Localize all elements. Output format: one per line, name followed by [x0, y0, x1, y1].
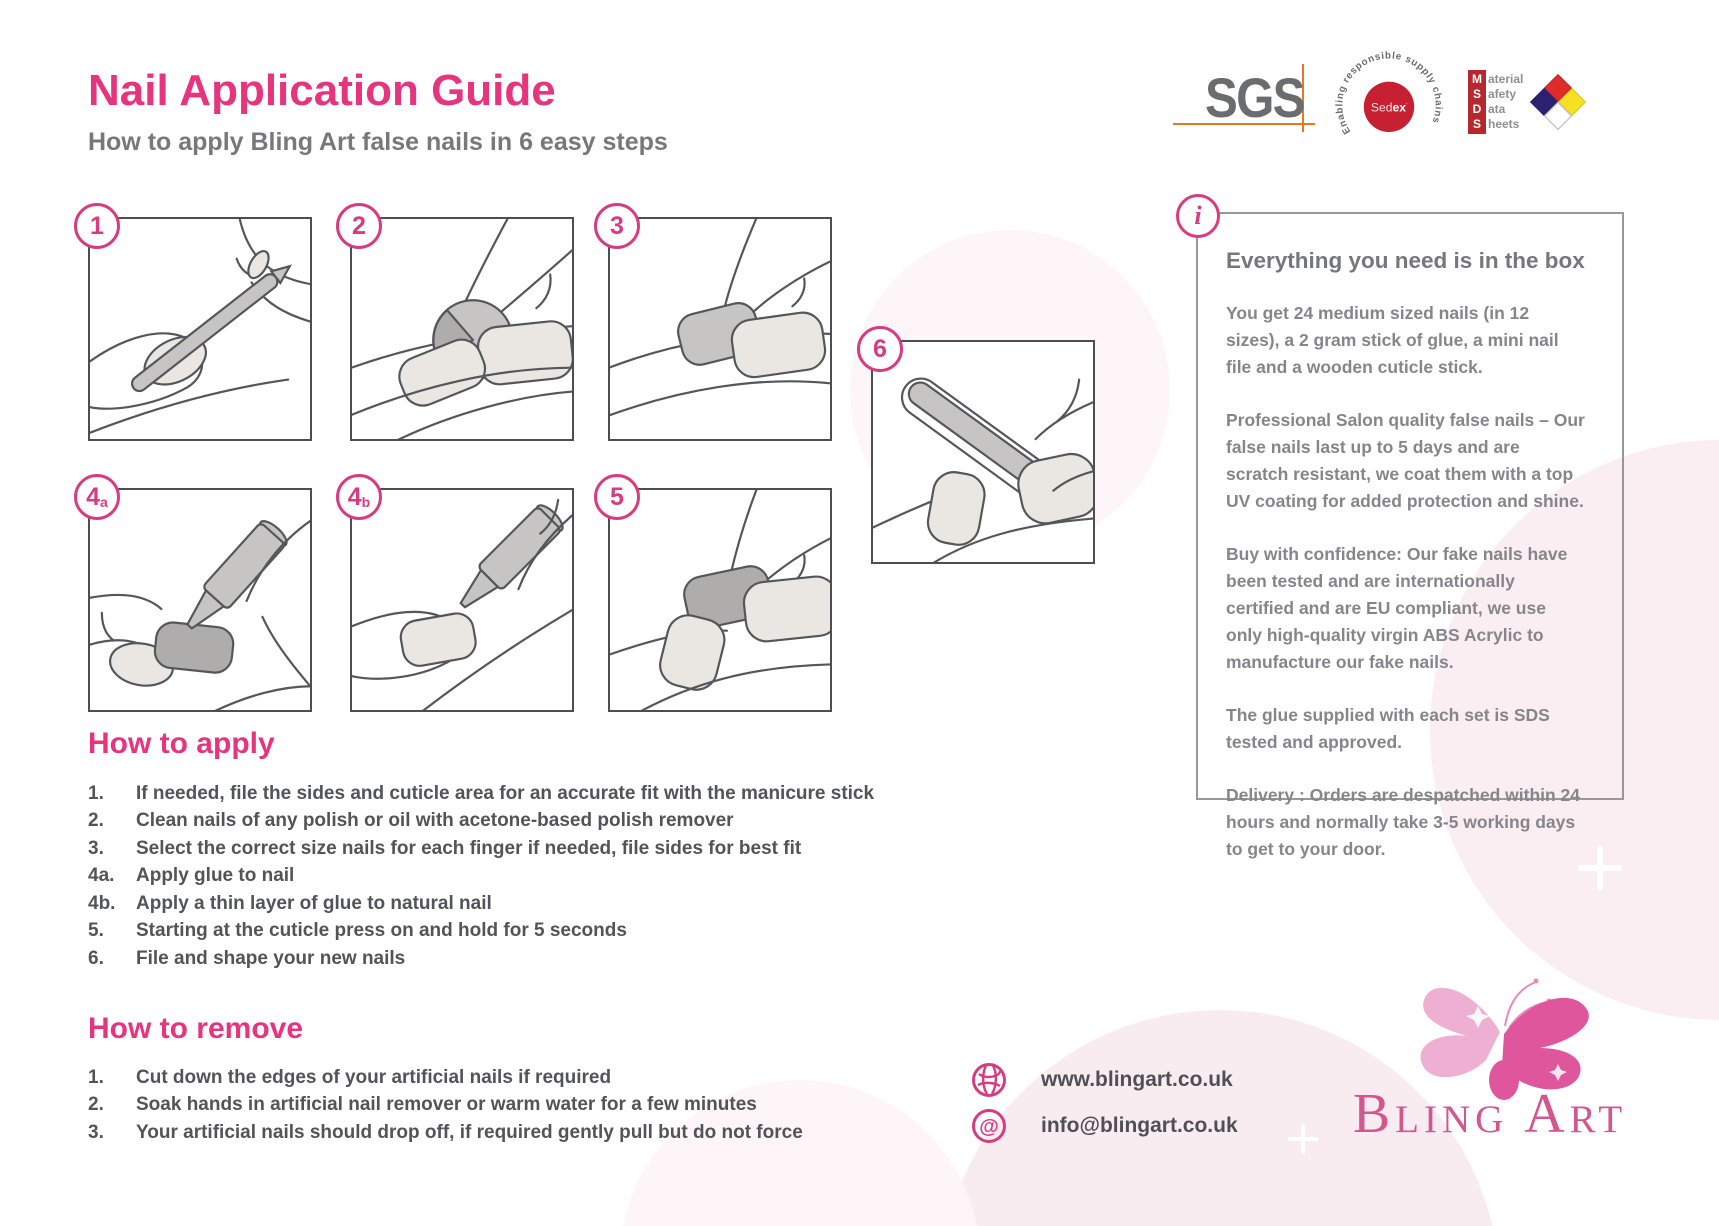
- step-6-badge: [857, 326, 903, 372]
- step-letter: b: [361, 494, 371, 510]
- page-subtitle: How to apply Bling Art false nails in 6 easy steps: [88, 128, 668, 156]
- step-4a-illustration: [90, 490, 310, 710]
- step-number: 3: [610, 211, 624, 240]
- step-1-illustration: [90, 219, 310, 439]
- step-3-illustration: [610, 219, 830, 439]
- step-1-badge: [74, 203, 120, 249]
- step-box-4a: [86, 482, 312, 712]
- website-row: [971, 1062, 1233, 1098]
- sedex-logo: [1333, 49, 1445, 161]
- globe-icon: [971, 1062, 1007, 1098]
- apply-item: [88, 863, 874, 891]
- step-box-3: [608, 211, 832, 441]
- msds-letter: S: [1472, 87, 1481, 101]
- step-4b-badge: [336, 474, 382, 520]
- item-text: Select the correct size nails for each finger if needed, file sides for best fit: [136, 837, 802, 859]
- info-icon-glyph: i: [1194, 201, 1202, 230]
- info-icon: [1176, 194, 1220, 238]
- step-box-2: [350, 211, 574, 441]
- email-at-icon: [971, 1108, 1007, 1144]
- item-text: File and shape your new nails: [136, 947, 406, 969]
- msds-letter: D: [1472, 102, 1482, 116]
- item-number: 2.: [88, 1094, 104, 1116]
- remove-item: [88, 1092, 803, 1120]
- item-number: 4b.: [88, 892, 116, 914]
- sgs-logo: [1205, 66, 1317, 129]
- msds-words: [1488, 70, 1523, 134]
- msds-word: aterial: [1488, 72, 1524, 86]
- apply-item: [88, 890, 874, 918]
- item-number: 3.: [88, 837, 104, 859]
- msds-letter-bar: [1468, 70, 1486, 134]
- step-number: 4: [347, 482, 362, 511]
- how-to-remove-heading: How to remove: [88, 1012, 304, 1045]
- step-number: 5: [610, 482, 624, 511]
- step-box-6: [871, 334, 1095, 564]
- apply-item: [88, 945, 874, 973]
- item-number: 5.: [88, 920, 104, 942]
- apply-list: [88, 780, 874, 973]
- svg-text:@: @: [979, 1116, 999, 1138]
- msds-word: heets: [1488, 117, 1520, 131]
- step-box-5: [608, 482, 832, 712]
- msds-logo: [1468, 70, 1523, 134]
- info-paragraph: Professional Salon quality false nails – Our false nails last up to 5 days and are scratch resistant, we coat them with a top UV coating for added protection and shine.: [1226, 410, 1585, 511]
- item-text: Soak hands in artificial nail remover or warm water for a few minutes: [136, 1094, 757, 1116]
- page-title: Nail Application Guide: [88, 66, 556, 115]
- email-link[interactable]: info@blingart.co.uk: [1041, 1114, 1238, 1137]
- item-text: Apply glue to nail: [136, 865, 295, 887]
- item-text: Clean nails of any polish or oil with acetone-based polish remover: [136, 810, 734, 832]
- remove-item: [88, 1064, 803, 1092]
- step-2-badge: [336, 203, 382, 249]
- how-to-apply-heading: How to apply: [88, 727, 275, 760]
- item-number: 1.: [88, 1066, 104, 1088]
- msds-word: ata: [1488, 102, 1506, 116]
- sedex-name-suffix: ex: [1392, 100, 1406, 115]
- item-text: Apply a thin layer of glue to natural nail: [136, 892, 492, 914]
- msds-word: afety: [1488, 87, 1517, 101]
- info-paragraph: Delivery : Orders are despatched within 24 hours and normally take 3-5 working days to get to your door.: [1226, 785, 1581, 859]
- sedex-ring-text: Enabling responsible supply chains: [1334, 50, 1444, 136]
- step-box-4b: [347, 482, 574, 712]
- step-number: 1: [90, 211, 104, 240]
- remove-list: [88, 1064, 803, 1147]
- item-text: Your artificial nails should drop off, if required gently pull but do not force: [136, 1121, 803, 1143]
- apply-item: [88, 780, 874, 808]
- step-2-illustration: [352, 219, 572, 439]
- step-3-badge: [594, 203, 640, 249]
- step-5-badge: [594, 474, 640, 520]
- butterfly-left-wing: [1421, 988, 1500, 1077]
- step-number: 4: [86, 482, 101, 511]
- item-text: Starting at the cuticle press on and hold for 5 seconds: [136, 920, 627, 942]
- info-panel: [1194, 201, 1624, 859]
- msds-letter: M: [1472, 72, 1482, 86]
- sgs-logo-text: SGS: [1205, 66, 1304, 129]
- website-link[interactable]: www.blingart.co.uk: [1041, 1068, 1233, 1091]
- info-paragraph: You get 24 medium sized nails (in 12 sizes), a 2 gram stick of glue, a mini nail file and a wooden cuticle stick.: [1226, 303, 1559, 377]
- item-number: 3.: [88, 1121, 104, 1143]
- step-number: 6: [873, 334, 887, 363]
- item-number: 6.: [88, 947, 104, 969]
- sedex-name-prefix: Sed: [1370, 100, 1393, 115]
- item-text: If needed, file the sides and cuticle area for an accurate fit with the manicure stick: [136, 782, 875, 804]
- step-6-illustration: [873, 342, 1093, 562]
- email-row: [971, 1108, 1238, 1144]
- item-text: Cut down the edges of your artificial nails if required: [136, 1066, 612, 1088]
- remove-item: [88, 1119, 803, 1147]
- apply-item: [88, 918, 874, 946]
- info-paragraph: Buy with confidence: Our fake nails have been tested and are internationally certified and are EU compliant, we use only high-quality virgin ABS Acrylic to manufacture our fake nails.: [1226, 544, 1568, 672]
- info-paragraph: The glue supplied with each set is SDS tested and approved.: [1226, 705, 1550, 752]
- step-5-illustration: [610, 490, 830, 710]
- step-box-1: [88, 211, 312, 441]
- item-number: 1.: [88, 782, 104, 804]
- msds-diamond-icon: [1528, 72, 1588, 132]
- step-letter: a: [100, 494, 108, 510]
- brand-wordmark: Bling Art: [1352, 1083, 1628, 1145]
- svg-text:Sedex': Sedex': [1370, 100, 1408, 115]
- info-panel-title: Everything you need is in the box: [1226, 248, 1585, 273]
- step-4b-illustration: [352, 490, 572, 710]
- step-number: 2: [352, 211, 366, 240]
- apply-item: [88, 835, 874, 863]
- item-number: 4a.: [88, 865, 115, 887]
- msds-letter: S: [1472, 117, 1481, 131]
- item-number: 2.: [88, 810, 104, 832]
- step-4a-badge: [74, 474, 120, 520]
- apply-item: [88, 808, 874, 836]
